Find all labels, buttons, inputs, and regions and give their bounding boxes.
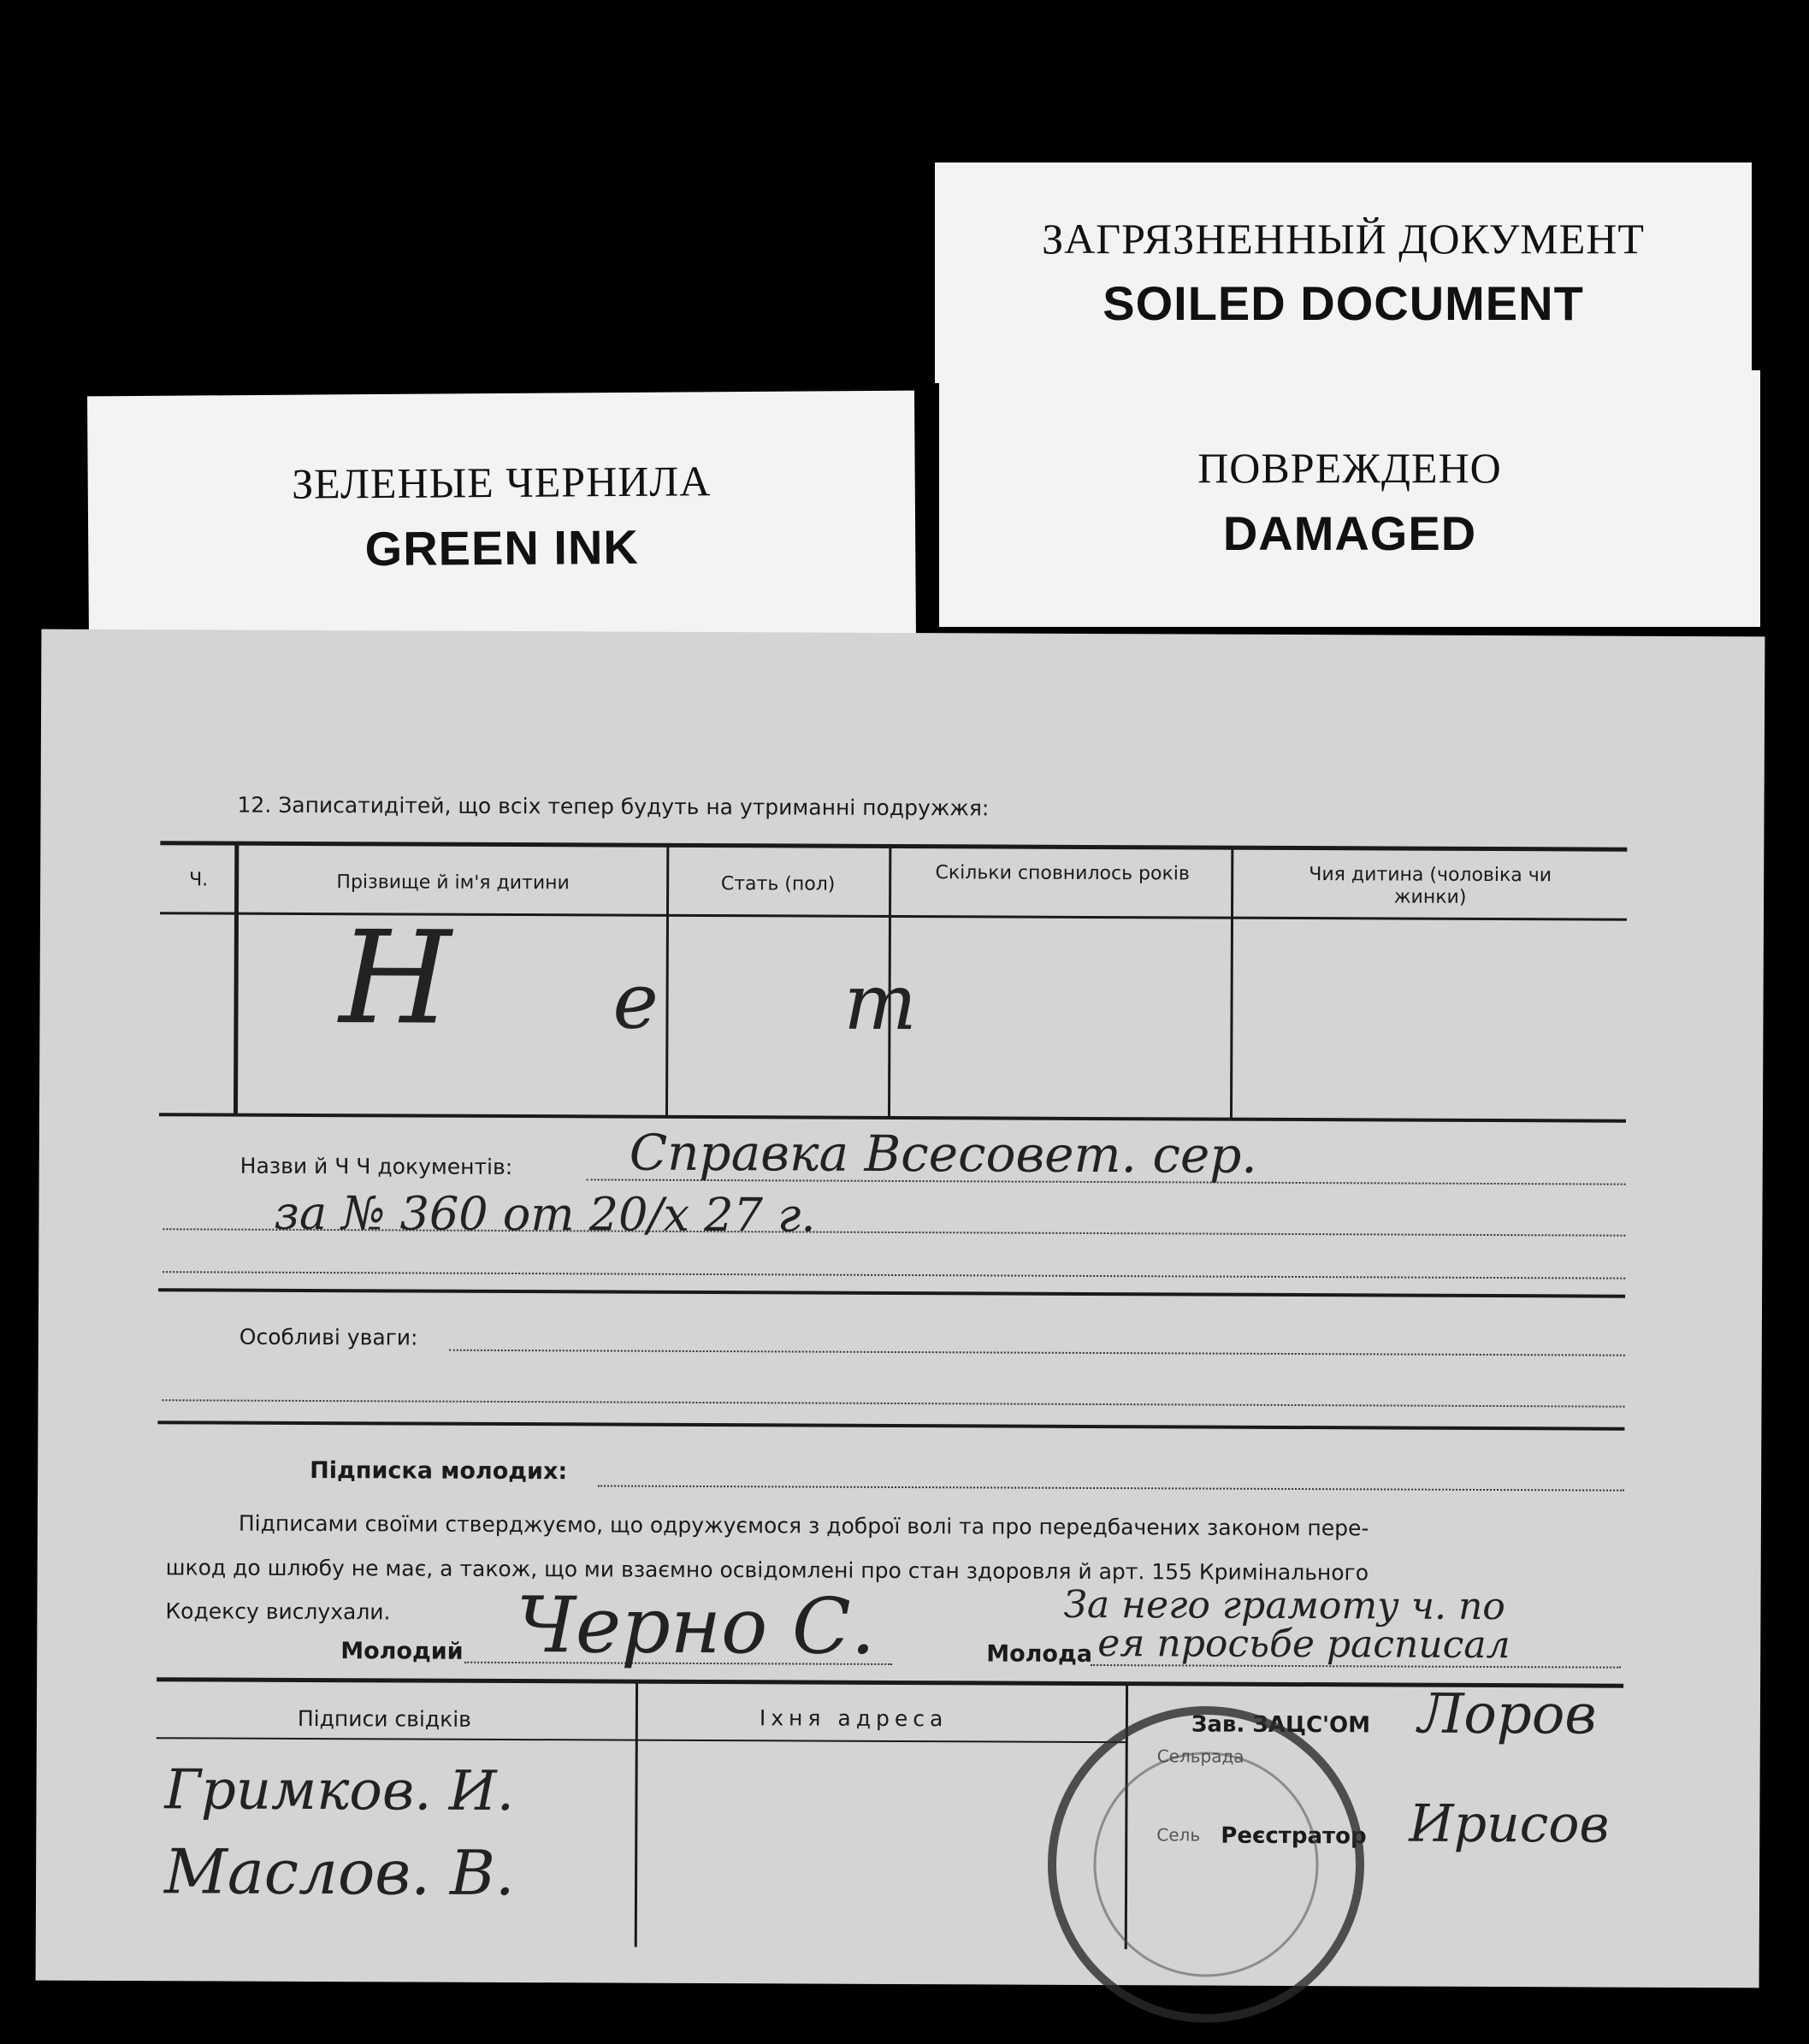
round-seal-stamp-icon — [1026, 1685, 1386, 2044]
green-ink-label-en: GREEN INK — [364, 519, 640, 576]
section-12-heading: 12. Записатидітей, що всіх тепер будуть на утриманні подружжя: — [237, 792, 990, 821]
head-label: Зав. ЗАЦС'ОМ — [1191, 1711, 1371, 1739]
handwritten-letter-1: Н — [339, 904, 452, 1054]
declaration-line-1: Підписами своїми стверджуємо, що одружуємося з доброї волі та про передбачених законом пере- — [238, 1510, 1369, 1541]
col-whose-child: Чия дитина (чоловіка чи жинки) — [1309, 864, 1552, 908]
witness-2-signature: Маслов. В. — [163, 1835, 515, 1910]
handwritten-letter-3: т — [843, 957, 918, 1049]
remarks-label: Особливі уваги: — [239, 1324, 418, 1350]
damaged-label-en: DAMAGED — [1222, 506, 1477, 560]
registration-form-sheet — [36, 629, 1765, 1988]
registrar-label: Реєстратор — [1221, 1822, 1367, 1850]
col-sex: Стать (пол) — [720, 873, 836, 895]
address-label: Іхня адреса — [759, 1705, 949, 1732]
col-child-name: Прізвище й ім'я дитини — [336, 871, 570, 895]
witness-1-signature: Гримков. И. — [164, 1758, 515, 1824]
damaged-label-ru: ПОВРЕЖДЕНО — [1197, 444, 1502, 492]
green-ink-label-ru: ЗЕЛЕНЫЕ ЧЕРНИЛА — [291, 457, 712, 508]
handwritten-letter-2: е — [612, 956, 659, 1047]
col-age: Скільки сповнилось років — [935, 862, 1190, 885]
soiled-label-ru: ЗАГРЯЗНЕННЫЙ ДОКУМЕНТ — [1042, 215, 1645, 263]
documents-label: Назви й Ч Ч документів: — [239, 1153, 513, 1180]
groom-signature: Черно С. — [516, 1580, 876, 1672]
witnesses-label: Підписи свідків — [297, 1705, 472, 1732]
damaged-card — [939, 370, 1760, 627]
soiled-document-card — [935, 162, 1752, 383]
declaration-line-2: шкод до шлюбу не має, а також, що ми взаємно освідомлені про стан здоровля й арт. 155 Кримінального — [165, 1555, 1369, 1586]
signature-heading: Підписка молодих: — [310, 1456, 568, 1486]
documents-handwritten-1: Справка Всесовет. сер. — [629, 1123, 1257, 1184]
bride-signature-1: За него грамоту ч. по — [1063, 1582, 1505, 1629]
stamp-text-1: Сельрада — [1156, 1746, 1244, 1767]
soiled-label-en: SOILED DOCUMENT — [1103, 276, 1584, 330]
bride-signature-2: ея просьбе расписал — [1097, 1622, 1510, 1668]
groom-label: Молодий — [340, 1638, 464, 1665]
head-signature: Лоров — [1417, 1682, 1597, 1747]
documents-handwritten-2: за № 360 от 20/х 27 г. — [274, 1185, 816, 1243]
bride-label: Молода — [986, 1640, 1093, 1668]
declaration-line-3: Кодексу вислухали. — [165, 1598, 391, 1625]
green-ink-card — [87, 391, 916, 645]
col-number: Ч. — [189, 869, 209, 891]
registrar-signature: Ирисов — [1409, 1793, 1610, 1855]
stamp-text-2: Сель — [1156, 1824, 1201, 1846]
